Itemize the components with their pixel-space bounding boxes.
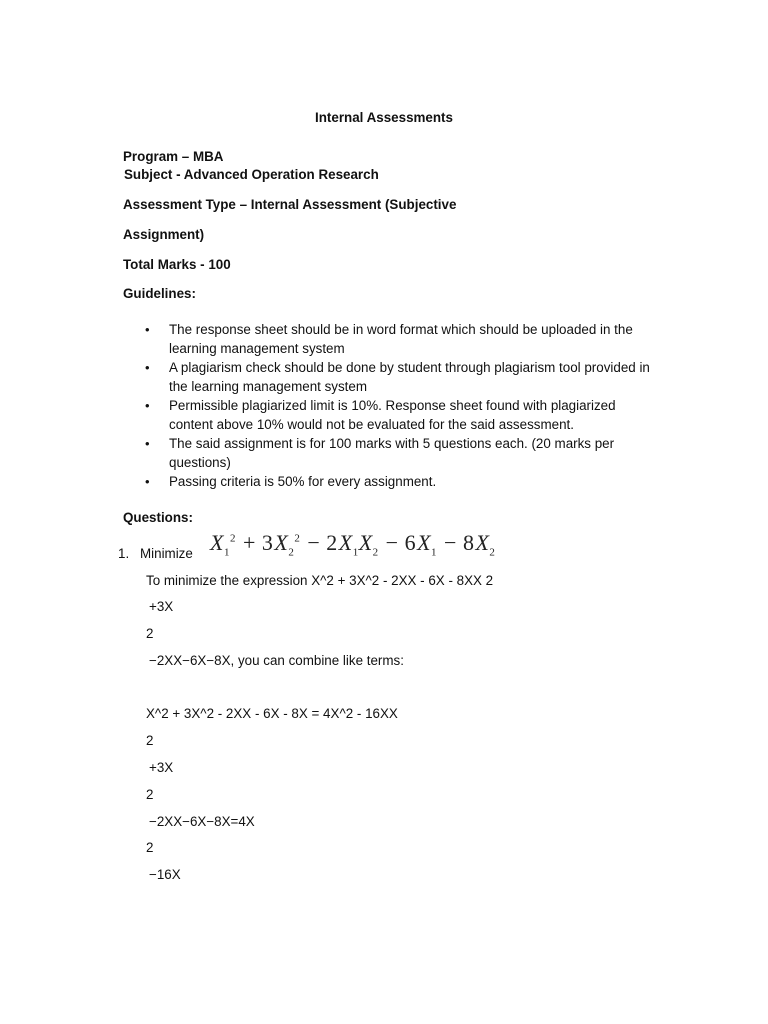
guidelines-heading: Guidelines: <box>123 286 196 301</box>
bullet-icon: • <box>145 474 150 489</box>
guideline-text: Permissible plagiarized limit is 10%. Response sheet found with plagiarized content above 10% would not be evaluated for the said assessment. <box>169 398 616 432</box>
formula-variable: X <box>274 530 289 555</box>
answer-line: +3X <box>149 760 174 775</box>
formula-subscript: 1 <box>223 546 230 559</box>
guideline-text: A plagiarism check should be done by student through plagiarism tool provided in the learning management system <box>169 360 650 394</box>
answer-line: −2XX−6X−8X, you can combine like terms: <box>149 653 404 668</box>
formula-subscript: 1 <box>352 546 359 559</box>
guideline-text: The response sheet should be in word format which should be uploaded in the learning management system <box>169 322 633 356</box>
formula-operator: − 2 <box>307 530 338 555</box>
answer-line: 2 <box>146 787 154 802</box>
formula-variable: X <box>338 530 353 555</box>
formula-subscript: 2 <box>372 546 379 559</box>
formula-subscript: 2 <box>288 546 295 559</box>
document-title: Internal Assessments <box>315 110 453 125</box>
answer-line: 2 <box>146 733 154 748</box>
answer-line: 2 <box>146 626 154 641</box>
bullet-icon: • <box>145 360 150 375</box>
formula-operator: − 6 <box>385 530 417 555</box>
guideline-text: Passing criteria is 50% for every assignment. <box>169 474 437 489</box>
formula-variable: X <box>358 530 373 555</box>
guideline-text: The said assignment is for 100 marks with 5 questions each. (20 marks per questions) <box>169 436 615 470</box>
question-label: Minimize <box>140 546 193 561</box>
formula-variable: X <box>475 530 490 555</box>
answer-line: +3X <box>149 599 174 614</box>
guideline-item <box>123 321 663 358</box>
formula-operator: − 8 <box>444 530 475 555</box>
objective-formula <box>210 528 495 558</box>
guideline-item <box>123 473 663 492</box>
bullet-icon: • <box>145 436 150 451</box>
formula-superscript: 2 <box>229 532 236 545</box>
question-number: 1. <box>118 546 130 561</box>
formula-variable: X <box>417 530 432 555</box>
guideline-item <box>123 435 663 472</box>
formula-superscript: 2 <box>294 532 301 545</box>
answer-line: 2 <box>146 840 154 855</box>
guideline-item <box>123 359 663 396</box>
total-marks-line: Total Marks - 100 <box>123 257 231 272</box>
answer-line: −16X <box>149 867 181 882</box>
formula-subscript: 2 <box>489 546 496 559</box>
answer-line: X^2 + 3X^2 - 2XX - 6X - 8X = 4X^2 - 16XX <box>146 706 398 721</box>
guideline-item <box>123 397 663 434</box>
answer-line: −2XX−6X−8X=4X <box>149 814 255 829</box>
guidelines-list <box>123 321 663 493</box>
program-line: Program – MBA <box>123 149 224 164</box>
assessment-type-continuation: Assignment) <box>123 227 205 242</box>
subject-line: Subject - Advanced Operation Research <box>124 167 379 182</box>
formula-variable: X <box>210 530 224 555</box>
answer-line: To minimize the expression X^2 + 3X^2 - 2XX - 6X - 8XX 2 <box>146 573 494 588</box>
bullet-icon: • <box>145 322 150 337</box>
questions-heading: Questions: <box>123 510 193 525</box>
formula-operator: + 3 <box>242 530 274 555</box>
formula-subscript: 1 <box>431 546 438 559</box>
assessment-type-line: Assessment Type – Internal Assessment (Subjective <box>123 197 457 212</box>
bullet-icon: • <box>145 398 150 413</box>
